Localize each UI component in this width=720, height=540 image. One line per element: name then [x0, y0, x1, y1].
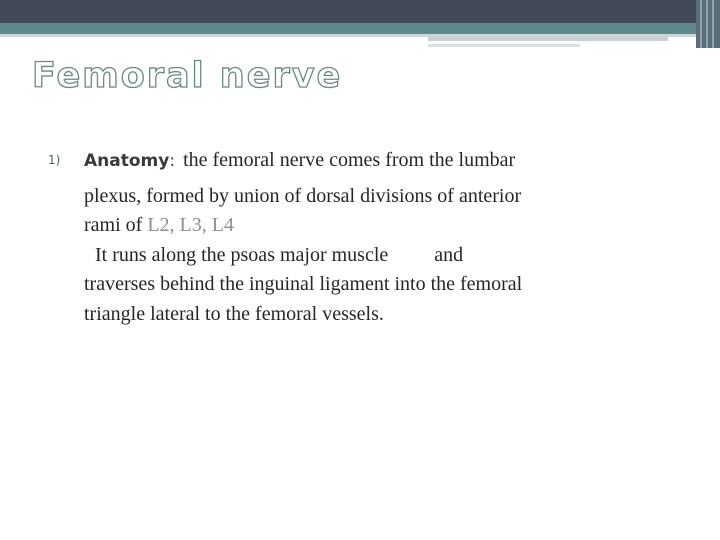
body-text-segment: rami of: [84, 214, 148, 236]
body-line-1: [84, 146, 644, 177]
header-teal-band: [0, 23, 720, 34]
header-corner-stripe: [706, 0, 708, 48]
body-text-segment: It runs along the psoas major muscle: [95, 243, 389, 266]
list-number: 1): [48, 153, 61, 167]
header-corner-stripe: [700, 0, 702, 48]
bullet-body: [84, 146, 644, 329]
slide-title: Femoral nerve: [32, 56, 343, 96]
body-line-5: traverses behind the inguinal ligament into the femoral: [84, 273, 523, 295]
header-band: [0, 0, 720, 23]
spinal-levels: L2, L3, L4: [147, 214, 234, 236]
body-line-4: [84, 241, 644, 271]
term-colon: :: [169, 151, 176, 171]
header-accent-line-short: [428, 44, 580, 47]
header-accent-line: [428, 37, 668, 41]
term-label: Anatomy: [84, 151, 170, 171]
body-line-6: triangle lateral to the femoral vessels.: [84, 302, 384, 325]
body-text-segment: and: [434, 243, 464, 266]
body-line-3: [84, 211, 644, 241]
header-corner-stripe: [712, 0, 714, 48]
body-text-segment: the femoral nerve comes from the lumbar: [183, 149, 516, 171]
body-line-2: plexus, formed by union of dorsal divisions of anterior: [84, 184, 522, 207]
